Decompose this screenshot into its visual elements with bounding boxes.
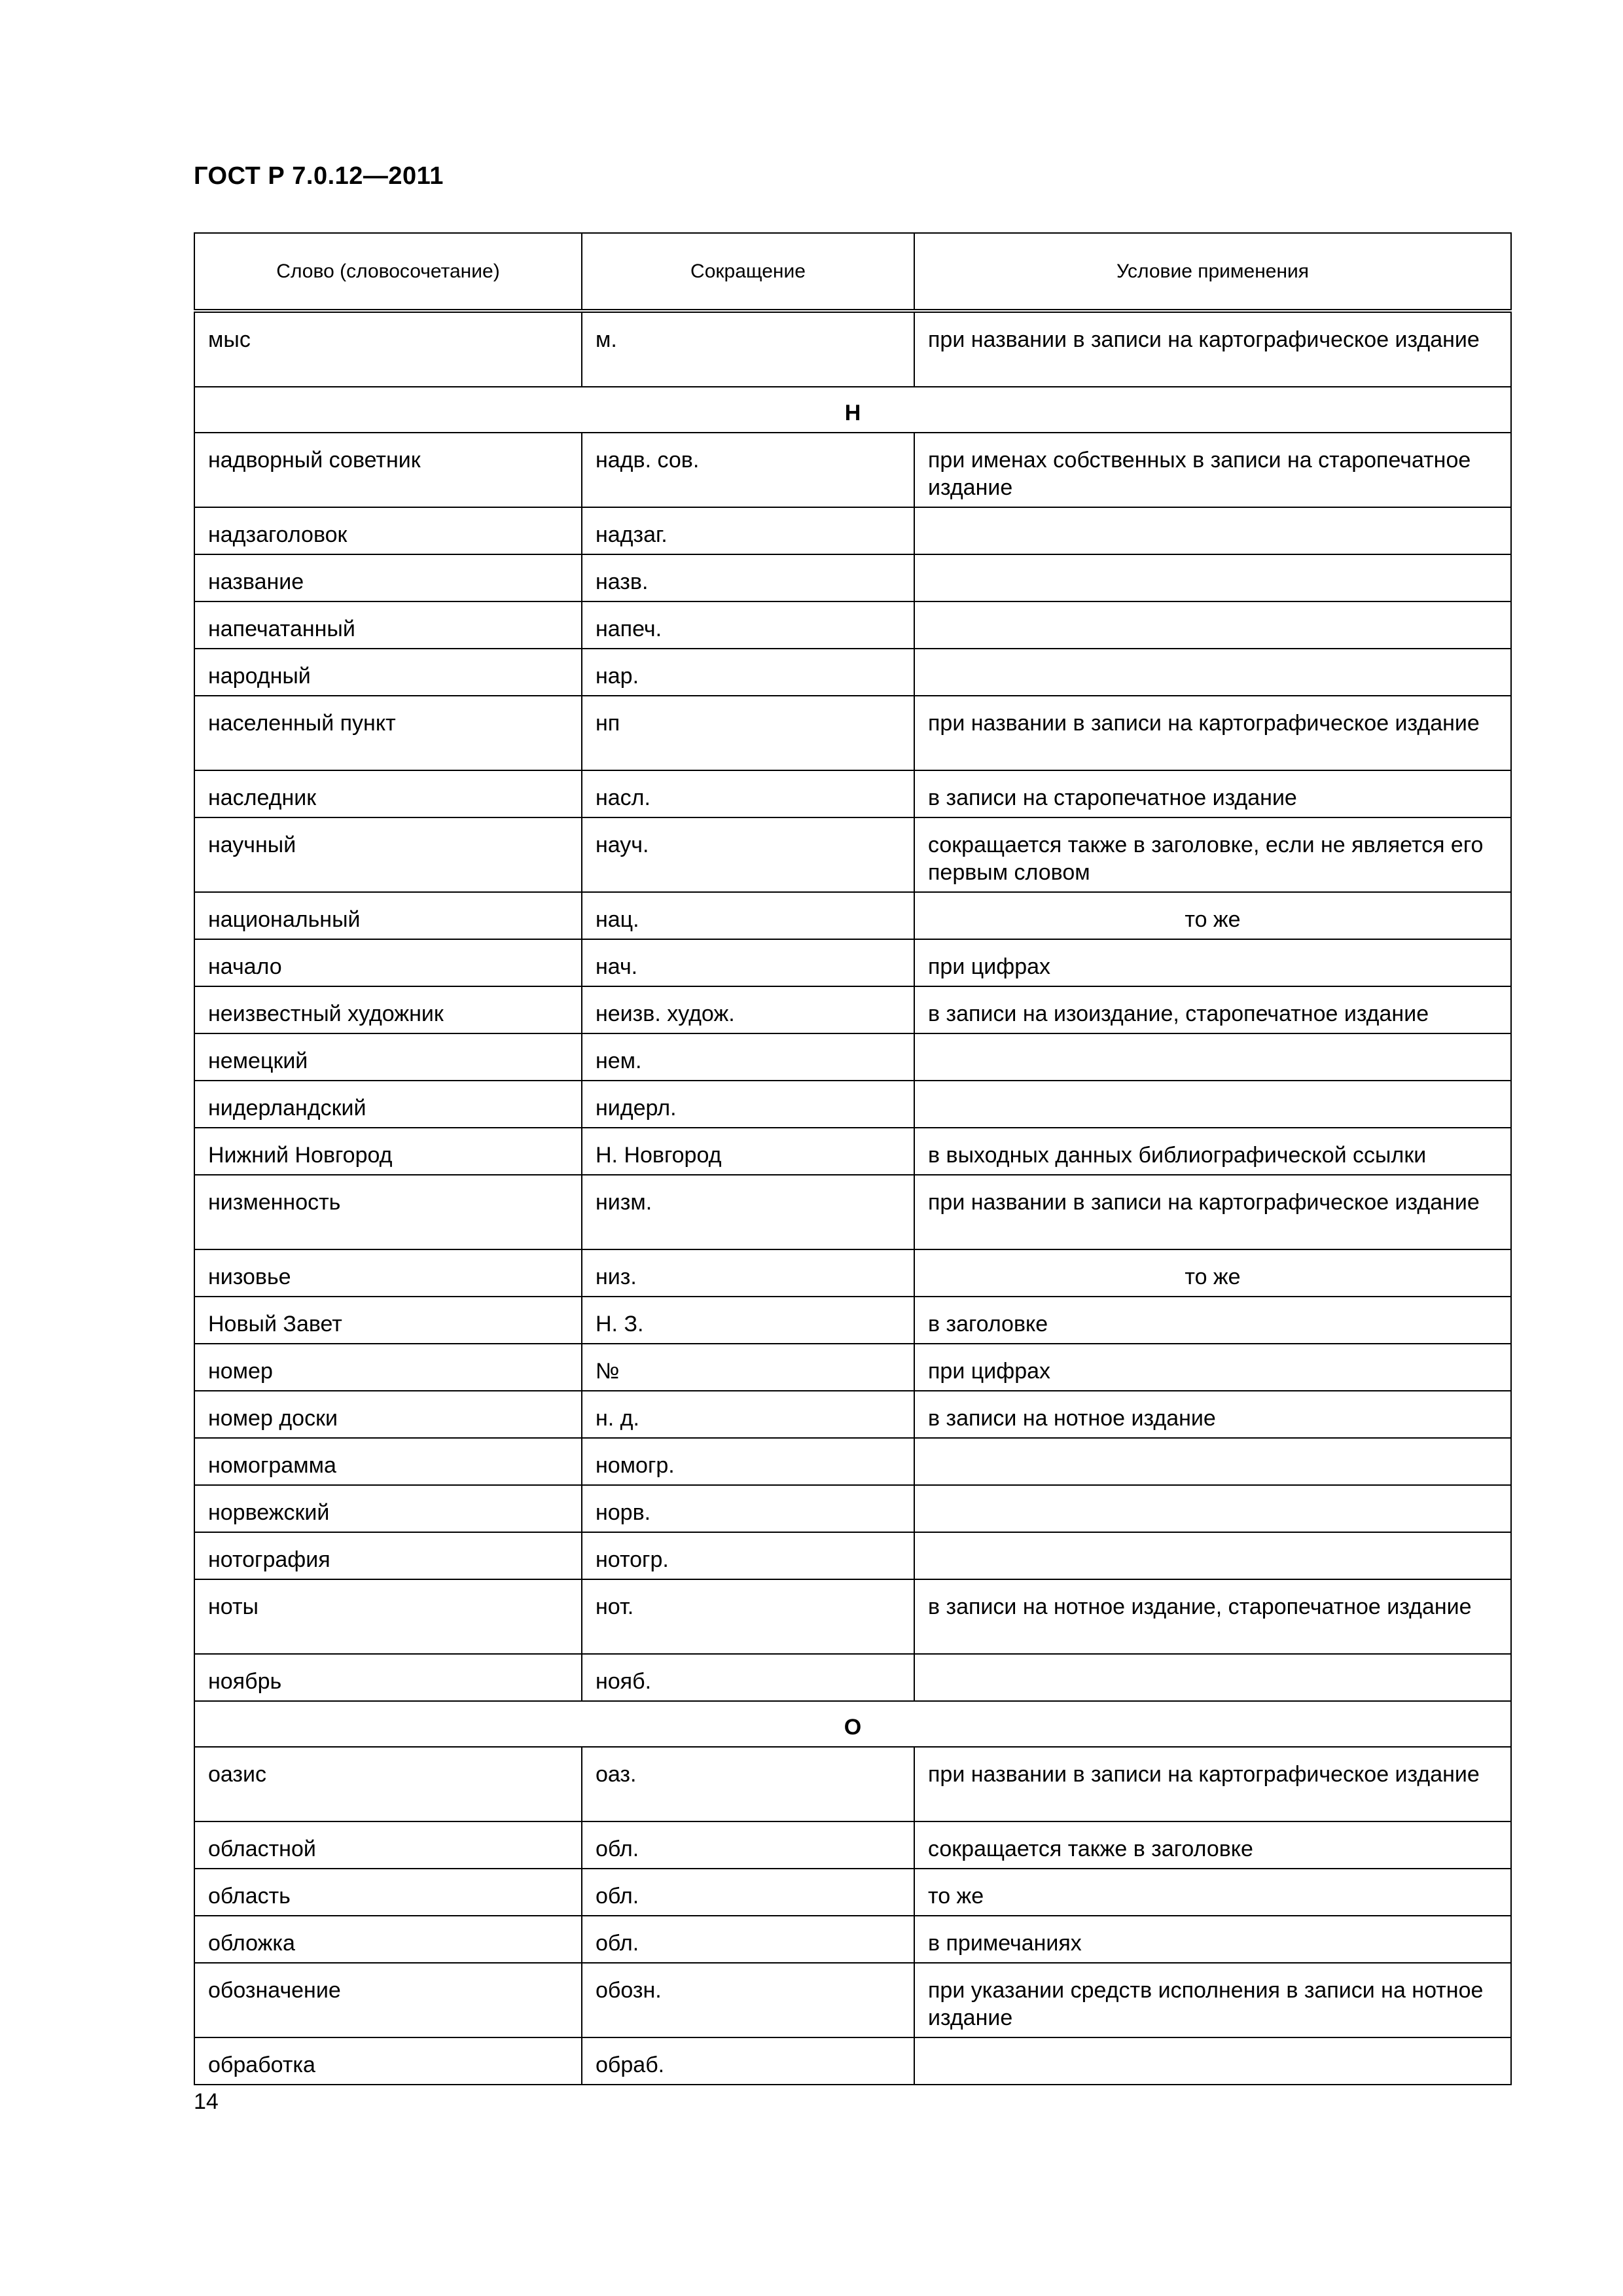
abbreviation-cell: нидерл. [582, 1081, 914, 1128]
abbreviation-cell: обл. [582, 1869, 914, 1916]
word-cell: нидерландский [194, 1081, 582, 1128]
table-row [194, 1532, 1511, 1579]
condition-cell [914, 1532, 1511, 1579]
table-row [194, 433, 1511, 507]
condition-cell: в записи на изоиздание, старопечатное издание [914, 986, 1511, 1033]
table-row [194, 1438, 1511, 1485]
abbreviation-cell: н. д. [582, 1391, 914, 1438]
word-cell: наследник [194, 770, 582, 817]
page-number: 14 [194, 2089, 219, 2114]
condition-cell [914, 2037, 1511, 2085]
table-row [194, 2037, 1511, 2085]
word-cell: обложка [194, 1916, 582, 1963]
abbreviation-cell: нар. [582, 649, 914, 696]
word-cell: населенный пункт [194, 696, 582, 770]
abbreviation-cell: обозн. [582, 1963, 914, 2037]
table-row [194, 311, 1511, 387]
table-row [194, 1579, 1511, 1654]
table-row [194, 1963, 1511, 2037]
condition-cell [914, 601, 1511, 649]
column-header-word: Слово (словосочетание) [194, 233, 582, 311]
condition-cell: при указании средств исполнения в записи на нотное издание [914, 1963, 1511, 2037]
condition-cell: при цифрах [914, 939, 1511, 986]
abbreviation-cell: обл. [582, 1821, 914, 1869]
condition-cell [914, 507, 1511, 554]
abbreviation-cell: неизв. худож. [582, 986, 914, 1033]
table-row [194, 1128, 1511, 1175]
table-row [194, 1297, 1511, 1344]
condition-cell [914, 649, 1511, 696]
abbreviation-cell: Н. З. [582, 1297, 914, 1344]
word-cell: оазис [194, 1747, 582, 1821]
condition-cell [914, 554, 1511, 601]
condition-cell: при названии в записи на картографическое издание [914, 1175, 1511, 1249]
condition-cell: в заголовке [914, 1297, 1511, 1344]
word-cell: напечатанный [194, 601, 582, 649]
condition-cell: в записи на нотное издание, старопечатное издание [914, 1579, 1511, 1654]
table-row [194, 986, 1511, 1033]
word-cell: обработка [194, 2037, 582, 2085]
abbreviation-cell: надв. сов. [582, 433, 914, 507]
condition-cell: при названии в записи на картографическое издание [914, 696, 1511, 770]
word-cell: Нижний Новгород [194, 1128, 582, 1175]
word-cell: ноябрь [194, 1654, 582, 1701]
abbreviation-cell: надзаг. [582, 507, 914, 554]
table-row [194, 1916, 1511, 1963]
condition-cell: то же [914, 1249, 1511, 1297]
abbreviations-table [194, 232, 1512, 2085]
word-cell: научный [194, 817, 582, 892]
table-row [194, 1344, 1511, 1391]
condition-cell: при названии в записи на картографическое издание [914, 1747, 1511, 1821]
letter-section-row [194, 387, 1511, 433]
word-cell: низовье [194, 1249, 582, 1297]
table-row [194, 507, 1511, 554]
condition-cell: в выходных данных библиографической ссылки [914, 1128, 1511, 1175]
condition-cell [914, 1081, 1511, 1128]
column-header-abbreviation: Сокращение [582, 233, 914, 311]
abbreviation-cell: нояб. [582, 1654, 914, 1701]
table-row [194, 817, 1511, 892]
table-row [194, 649, 1511, 696]
word-cell: областной [194, 1821, 582, 1869]
condition-cell [914, 1033, 1511, 1081]
word-cell: немецкий [194, 1033, 582, 1081]
condition-cell: то же [914, 892, 1511, 939]
word-cell: начало [194, 939, 582, 986]
abbreviation-cell: нач. [582, 939, 914, 986]
word-cell: название [194, 554, 582, 601]
word-cell: мыс [194, 311, 582, 387]
table-row [194, 939, 1511, 986]
abbreviation-cell: номогр. [582, 1438, 914, 1485]
abbreviation-cell: низм. [582, 1175, 914, 1249]
word-cell: национальный [194, 892, 582, 939]
condition-cell [914, 1654, 1511, 1701]
abbreviation-cell: нац. [582, 892, 914, 939]
condition-cell: в записи на нотное издание [914, 1391, 1511, 1438]
table-row [194, 892, 1511, 939]
table-row [194, 1654, 1511, 1701]
table-row [194, 601, 1511, 649]
letter-section-row [194, 1701, 1511, 1747]
document-title: ГОСТ Р 7.0.12—2011 [194, 162, 444, 190]
table-row [194, 1485, 1511, 1532]
word-cell: обозначение [194, 1963, 582, 2037]
abbreviation-cell: науч. [582, 817, 914, 892]
condition-cell: сокращается также в заголовке [914, 1821, 1511, 1869]
abbreviation-cell: нп [582, 696, 914, 770]
table-row [194, 1391, 1511, 1438]
abbreviations-table-container [194, 232, 1510, 2085]
word-cell: неизвестный художник [194, 986, 582, 1033]
table-row [194, 1821, 1511, 1869]
table-row [194, 554, 1511, 601]
condition-cell: то же [914, 1869, 1511, 1916]
word-cell: номер доски [194, 1391, 582, 1438]
column-header-condition: Условие применения [914, 233, 1511, 311]
table-row [194, 696, 1511, 770]
abbreviation-cell: насл. [582, 770, 914, 817]
word-cell: область [194, 1869, 582, 1916]
abbreviation-cell: назв. [582, 554, 914, 601]
word-cell: народный [194, 649, 582, 696]
word-cell: надзаголовок [194, 507, 582, 554]
word-cell: ноты [194, 1579, 582, 1654]
table-row [194, 1033, 1511, 1081]
word-cell: низменность [194, 1175, 582, 1249]
abbreviation-cell: № [582, 1344, 914, 1391]
condition-cell [914, 1485, 1511, 1532]
table-row [194, 770, 1511, 817]
word-cell: надворный советник [194, 433, 582, 507]
word-cell: нотография [194, 1532, 582, 1579]
abbreviation-cell: оаз. [582, 1747, 914, 1821]
abbreviation-cell: Н. Новгород [582, 1128, 914, 1175]
abbreviation-cell: нем. [582, 1033, 914, 1081]
condition-cell: при именах собственных в записи на старопечатное издание [914, 433, 1511, 507]
abbreviation-cell: напеч. [582, 601, 914, 649]
abbreviation-cell: низ. [582, 1249, 914, 1297]
table-row [194, 1081, 1511, 1128]
condition-cell: в записи на старопечатное издание [914, 770, 1511, 817]
word-cell: номер [194, 1344, 582, 1391]
condition-cell [914, 1438, 1511, 1485]
word-cell: номограмма [194, 1438, 582, 1485]
word-cell: Новый Завет [194, 1297, 582, 1344]
condition-cell: сокращается также в заголовке, если не является его первым словом [914, 817, 1511, 892]
table-header-row [194, 233, 1511, 311]
abbreviation-cell: обраб. [582, 2037, 914, 2085]
table-row [194, 1175, 1511, 1249]
condition-cell: в примечаниях [914, 1916, 1511, 1963]
table-row [194, 1249, 1511, 1297]
section-letter: Н [194, 387, 1511, 433]
abbreviation-cell: м. [582, 311, 914, 387]
condition-cell: при цифрах [914, 1344, 1511, 1391]
table-row [194, 1869, 1511, 1916]
table-row [194, 1747, 1511, 1821]
abbreviation-cell: нотогр. [582, 1532, 914, 1579]
abbreviation-cell: обл. [582, 1916, 914, 1963]
abbreviation-cell: норв. [582, 1485, 914, 1532]
abbreviation-cell: нот. [582, 1579, 914, 1654]
word-cell: норвежский [194, 1485, 582, 1532]
condition-cell: при названии в записи на картографическое издание [914, 311, 1511, 387]
section-letter: О [194, 1701, 1511, 1747]
table-body [194, 311, 1511, 2085]
